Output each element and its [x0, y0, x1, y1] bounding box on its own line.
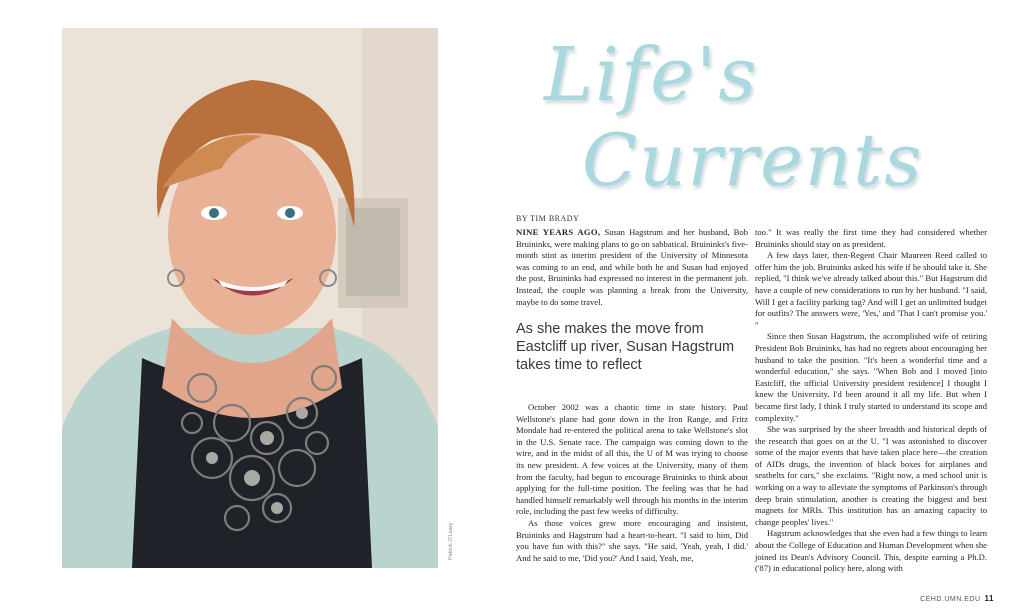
photo-credit: Patrick O'Leary — [448, 522, 454, 560]
intro-paragraph — [516, 227, 748, 308]
byline: BY TIM BRADY — [516, 214, 580, 223]
body-paragraph: Hagstrum acknowledges that she even had a few things to learn about the College of Education and Human Development when she joined its Dean's Advisory Council. This, despite earning a Ph.D. ('87) in educational policy here, along with — [755, 528, 987, 574]
column-1-body — [516, 402, 748, 564]
page-number: 11 — [984, 594, 994, 603]
page-folio — [920, 594, 994, 603]
portrait-photo — [62, 28, 438, 568]
lead-in: NINE YEARS AGO, — [516, 227, 601, 237]
body-paragraph: Since then Susan Hagstrum, the accomplished wife of retiring President Bob Bruininks, has had no regrets about encouraging her husband to take the position. "It's been a wonderful time and a wonderful education," she says. "When Bob and I moved [into Eastcliff, the official University president residence] I thought I knew the University. I'd been around it all my life. But when I became first lady, I think I truly started to understand its scope and complexity." — [755, 331, 987, 423]
body-paragraph: A few days later, then-Regent Chair Maureen Reed called to offer him the job. Bruininks asked his wife if he should take it. She replied, "I think we've already talked about this." But Hagstrum did have a couple of new considerations to run by her husband. "I said, Will I get a facility parking tag? And will I get an unlimited budget for outfits? The answers were, 'Yes,' and 'That I can't promise you.' " — [755, 250, 987, 330]
column-2-body — [755, 227, 987, 575]
title-line-1: Life's — [544, 32, 759, 118]
title-line-2: Currents — [582, 118, 924, 202]
body-paragraph: She was surprised by the sheer breadth and historical depth of the research that goes on at the U. "I was astonished to discover some of the major events that have taken place here—the creation of AIDs drugs, the invention of black boxes for airplanes and seatbelts for cars," she exclaims. "Right now, a med school unit is working on a way to alleviate the symptoms of Parkinson's through deep brain stimulation, another is creating the biggest and best magnets for MRIs. This institution has an amazing capacity to change peoples' lives." — [755, 424, 987, 527]
pull-quote: As she makes the move from Eastcliff up river, Susan Hagstrum takes time to reflect — [516, 321, 735, 373]
folio-site: CEHD.UMN.EDU — [920, 596, 981, 603]
body-paragraph: As those voices grew more encouraging and insistent, Bruininks and Hagstrum had a heart-to-heart. "I said to him, Did you have fun with this?" she says. "He said, 'Yeah, yeah, I did.' And he said to me, 'Did you?' And I said, Yeah, me, — [516, 517, 748, 563]
article-title — [540, 32, 924, 202]
body-paragraph: too." It was really the first time they had considered whether Bruininks should stay on as president. — [755, 227, 987, 249]
body-paragraph: October 2002 was a chaotic time in state history. Paul Wellstone's plane had gone down in the Iron Range, and Fritz Mondale had re-entered the political arena to take Wellstone's slot in the U.S. Senate race. The campaign was coming down to the wire, and in the midst of all this, the U of M was trying to choose its new president. A few voices at the University, many of them from the faculty, had begun to encourage Bruininks to think about applying for the full-time position. The feeling was that he had handled himself remarkably well through his months in the interim role, including the past few weeks of difficulty. — [516, 402, 748, 517]
intro-text: Susan Hagstrum and her husband, Bob Bruininks, were making plans to go on sabbatical. Bruininks's five-month stint as interim president of the University of Minnesota was coming to an end, and while both he and Susan had enjoyed the post, Bruininks had expressed no interest in the permanent job. Instead, the couple was planning a break from the University, maybe to do some travel. — [516, 227, 748, 307]
